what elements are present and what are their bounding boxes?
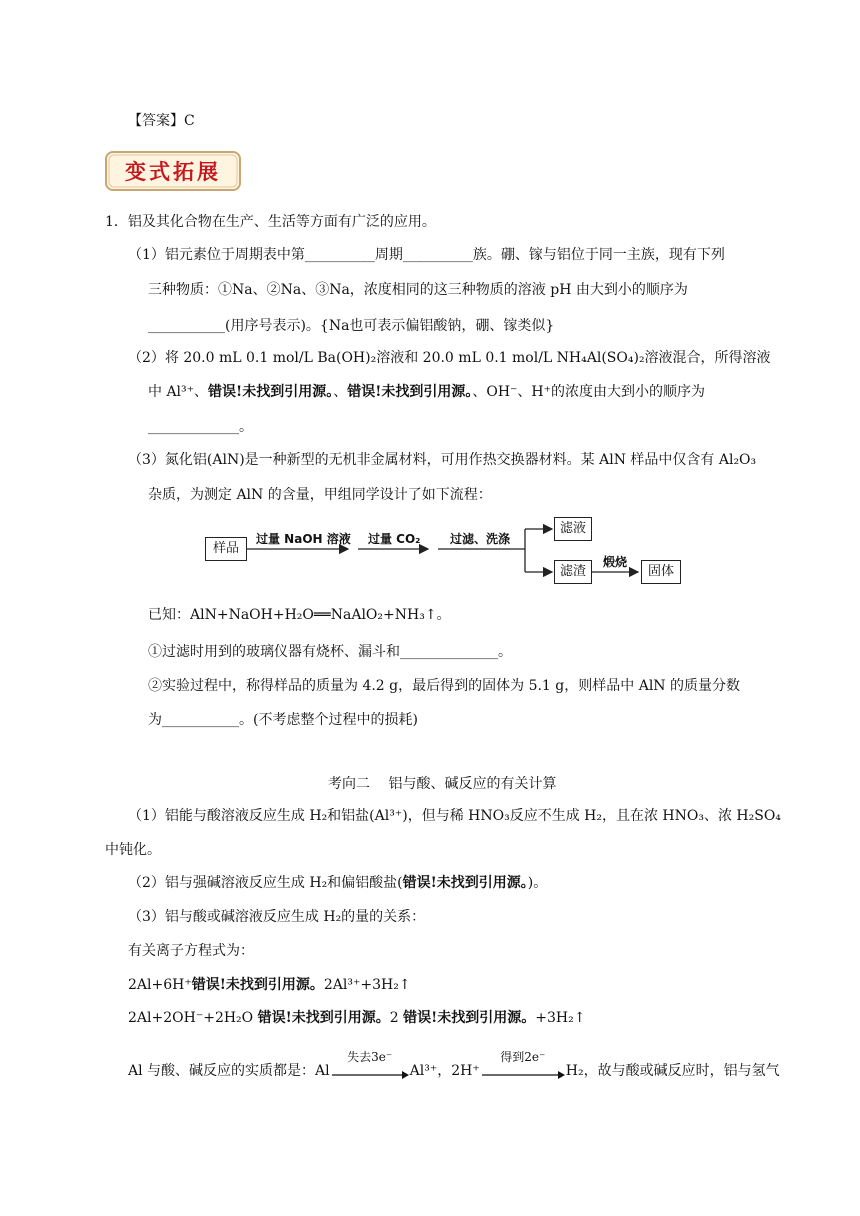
q1-sub2-line2: 为___________。(不考虑整个过程中的损耗)	[148, 712, 418, 728]
banner-text: 变式拓展	[125, 159, 221, 184]
q1-stem: 1．铝及其化合物在生产、生活等方面有广泛的应用。	[105, 214, 436, 230]
q1-p2-line1: （2）将 20.0 mL 0.1 mol/L Ba(OH)₂溶液和 20.0 mL 0.1 mol/L NH₄Al(SO₄)₂溶液混合，所得溶液	[128, 350, 771, 366]
s2-p2: （2）铝与强碱溶液反应生成 H₂和偏铝酸盐(错误!未找到引用源。)。	[128, 875, 548, 891]
essence-line: Al 与酸、碱反应的实质都是：Al 失去3e⁻ Al³⁺，2H⁺ 得到2e⁻ H₂，故与酸或碱反应时，铝与氢气	[128, 1050, 780, 1079]
q1-p1-line2: 三种物质：①Na、②Na、③Na，浓度相同的这三种物质的溶液 pH 由大到小的顺序为	[148, 282, 688, 298]
section2-title: 考向二 铝与酸、碱反应的有关计算	[328, 776, 557, 792]
known-equation: 已知：AlN+NaOH+H₂O══NaAlO₂+NH₃↑。	[148, 607, 451, 623]
answer: 【答案】C	[128, 113, 195, 129]
q1-p2-line2: 中 Al³⁺、错误!未找到引用源。、错误!未找到引用源。、OH⁻、H⁺的浓度由大到小的顺序为	[148, 384, 706, 400]
s2-p4: 有关离子方程式为：	[128, 943, 254, 959]
q1-sub1: ①过滤时用到的玻璃仪器有烧杯、漏斗和______________。	[148, 644, 512, 660]
q1-p1-line3: ___________(用序号表示)。{Na也可表示偏铝酸钠，硼、镓类似}	[148, 318, 555, 334]
s2-p1-line1: （1）铝能与酸溶液反应生成 H₂和铝盐(Al³⁺)，但与稀 HNO₃反应不生成 H₂，且在浓 HNO₃、浓 H₂SO₄	[128, 808, 781, 824]
equation-2: 2Al+2OH⁻+2H₂O 错误!未找到引用源。2 错误!未找到引用源。+3H₂↑	[128, 1010, 586, 1026]
flow-arrows	[0, 0, 860, 600]
step3-label: 过滤、洗涤	[450, 532, 511, 546]
step4-label: 煅烧	[603, 555, 628, 569]
q1-p1-line1: （1）铝元素位于周期表中第__________周期__________族。硼、镓与铝位于同一主族，现有下列	[128, 247, 725, 263]
flow-diagram	[0, 0, 860, 600]
solid-box: 固体	[641, 560, 681, 584]
filtrate-box: 滤液	[554, 517, 592, 541]
q1-p2-line3: _____________。	[148, 419, 253, 435]
lose-electrons-arrow: 失去3e⁻	[330, 1061, 410, 1081]
q1-p3-line1: （3）氮化铝(AlN)是一种新型的无机非金属材料，可用作热交换器材料。某 AlN 样品中仅含有 Al₂O₃	[128, 452, 757, 468]
step2-label: 过量 CO₂	[368, 532, 421, 546]
s2-p1-line2: 中钝化。	[105, 842, 161, 858]
q1-p3-line2: 杂质，为测定 AlN 的含量，甲组同学设计了如下流程：	[148, 487, 492, 503]
step1-label: 过量 NaOH 溶液	[256, 532, 351, 546]
s2-p3: （3）铝与酸或碱溶液反应生成 H₂的量的关系：	[128, 909, 426, 925]
equation-1: 2Al+6H⁺错误!未找到引用源。2Al³⁺+3H₂↑	[128, 977, 411, 993]
q1-sub2-line1: ②实验过程中，称得样品的质量为 4.2 g，最后得到的固体为 5.1 g，则样品中 AlN 的质量分数	[148, 678, 740, 694]
sample-box: 样品	[205, 537, 247, 561]
residue-box: 滤渣	[554, 560, 592, 584]
gain-electrons-arrow: 得到2e⁻	[480, 1061, 566, 1081]
